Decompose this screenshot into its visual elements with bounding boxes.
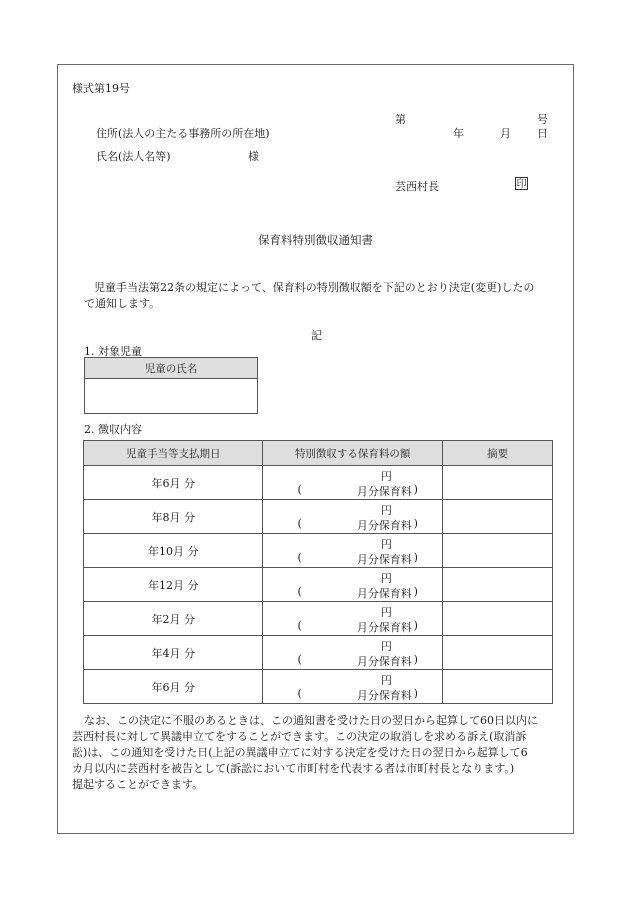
month-fee-label: 月分保育料 bbox=[356, 553, 412, 566]
payment-period: 年6月 分 bbox=[84, 466, 263, 500]
payment-period: 年4月 分 bbox=[84, 636, 263, 670]
ki-marker: 記 bbox=[311, 329, 322, 342]
close-paren: ) bbox=[413, 619, 418, 632]
remarks-cell[interactable] bbox=[442, 670, 552, 704]
seal-mark bbox=[515, 177, 528, 190]
open-paren: ( bbox=[297, 687, 302, 700]
remarks-cell[interactable] bbox=[442, 568, 552, 602]
amount-cell[interactable] bbox=[263, 670, 442, 704]
child-name-header: 児童の氏名 bbox=[85, 358, 258, 379]
payment-period: 年2月 分 bbox=[84, 602, 263, 636]
honorific: 様 bbox=[248, 150, 259, 163]
notice-line-5: 提起することができます。 bbox=[72, 778, 204, 791]
body-line-1: 児童手当法第22条の規定によって、保育料の特別徴収額を下記のとおり決定(変更)したの bbox=[94, 281, 535, 294]
collection-row bbox=[84, 602, 553, 636]
close-paren: ) bbox=[413, 653, 418, 666]
open-paren: ( bbox=[297, 551, 302, 564]
month-fee-label: 月分保育料 bbox=[356, 621, 412, 634]
month-fee-label: 月分保育料 bbox=[356, 655, 412, 668]
amount-cell[interactable] bbox=[263, 466, 442, 500]
seal-box: 印 bbox=[516, 179, 527, 190]
document-title: 保育料特別徴収通知書 bbox=[258, 233, 373, 247]
remarks-cell[interactable] bbox=[442, 636, 552, 670]
collection-row bbox=[84, 636, 553, 670]
collection-row bbox=[84, 500, 553, 534]
remarks-cell[interactable] bbox=[442, 602, 552, 636]
yen-unit: 円 bbox=[380, 572, 392, 585]
amount-cell[interactable] bbox=[263, 500, 442, 534]
yen-unit: 円 bbox=[380, 504, 392, 517]
section1-heading: 1. 対象児童 bbox=[84, 345, 142, 358]
close-paren: ) bbox=[413, 551, 418, 564]
open-paren: ( bbox=[297, 653, 302, 666]
notice-text bbox=[72, 713, 538, 793]
payment-period: 年12月 分 bbox=[84, 568, 263, 602]
open-paren: ( bbox=[297, 619, 302, 632]
yen-unit: 円 bbox=[380, 606, 392, 619]
date-year: 年 bbox=[453, 127, 464, 140]
date-month: 月 bbox=[500, 127, 511, 140]
notice-line-3: 訟)は、この通知を受けた日(上記の異議申立てに対する決定を受けた日の翌日から起算して6 bbox=[72, 746, 528, 759]
yen-unit: 円 bbox=[380, 674, 392, 687]
collection-rows bbox=[84, 466, 553, 704]
notice-line-2: 芸西村長に対して異議申立てをすることができます。この決定の取消しを求める訴え(取消訴 bbox=[72, 730, 527, 743]
month-fee-label: 月分保育料 bbox=[356, 689, 412, 702]
notice-no-suffix: 号 bbox=[537, 113, 548, 126]
open-paren: ( bbox=[297, 517, 302, 530]
open-paren: ( bbox=[297, 585, 302, 598]
collection-table bbox=[83, 440, 553, 704]
collection-row bbox=[84, 534, 553, 568]
header-amount: 特別徴収する保育料の額 bbox=[263, 441, 442, 466]
payment-period: 年10月 分 bbox=[84, 534, 263, 568]
payment-period: 年6月 分 bbox=[84, 670, 263, 704]
notice-line-1: なお、この決定に不服のあるときは、この通知書を受けた日の翌日から起算して60日以内に bbox=[84, 714, 538, 727]
close-paren: ) bbox=[413, 483, 418, 496]
body-line-2: で通知します。 bbox=[84, 297, 161, 310]
date-day: 日 bbox=[537, 127, 548, 140]
open-paren: ( bbox=[297, 483, 302, 496]
notice-line-4: カ月以内に芸西村を被告として(訴訟において市町村を代表する者は市町村長となります。) bbox=[72, 762, 515, 775]
amount-cell[interactable] bbox=[263, 602, 442, 636]
header-remarks: 摘要 bbox=[442, 441, 552, 466]
remarks-cell[interactable] bbox=[442, 466, 552, 500]
address-label: 住所(法人の主たる事務所の所在地) bbox=[96, 127, 270, 140]
yen-unit: 円 bbox=[380, 470, 392, 483]
month-fee-label: 月分保育料 bbox=[356, 519, 412, 532]
yen-unit: 円 bbox=[380, 640, 392, 653]
payment-period: 年8月 分 bbox=[84, 500, 263, 534]
child-table bbox=[84, 357, 258, 414]
collection-row bbox=[84, 568, 553, 602]
amount-cell[interactable] bbox=[263, 534, 442, 568]
month-fee-label: 月分保育料 bbox=[356, 587, 412, 600]
close-paren: ) bbox=[413, 517, 418, 530]
notice-no-prefix: 第 bbox=[395, 113, 406, 126]
header-payment-date: 児童手当等支払期日 bbox=[84, 441, 263, 466]
child-name-cell[interactable] bbox=[85, 379, 258, 414]
name-label: 氏名(法人名等) bbox=[96, 150, 171, 163]
collection-row bbox=[84, 670, 553, 704]
close-paren: ) bbox=[413, 687, 418, 700]
close-paren: ) bbox=[413, 585, 418, 598]
amount-cell[interactable] bbox=[263, 636, 442, 670]
sender-title: 芸西村長 bbox=[395, 180, 439, 193]
amount-cell[interactable] bbox=[263, 568, 442, 602]
yen-unit: 円 bbox=[380, 538, 392, 551]
body-text bbox=[84, 280, 534, 312]
month-fee-label: 月分保育料 bbox=[356, 485, 412, 498]
form-number: 様式第19号 bbox=[72, 82, 130, 95]
remarks-cell[interactable] bbox=[442, 534, 552, 568]
remarks-cell[interactable] bbox=[442, 500, 552, 534]
collection-row bbox=[84, 466, 553, 500]
section2-heading: 2. 徴収内容 bbox=[84, 423, 142, 436]
